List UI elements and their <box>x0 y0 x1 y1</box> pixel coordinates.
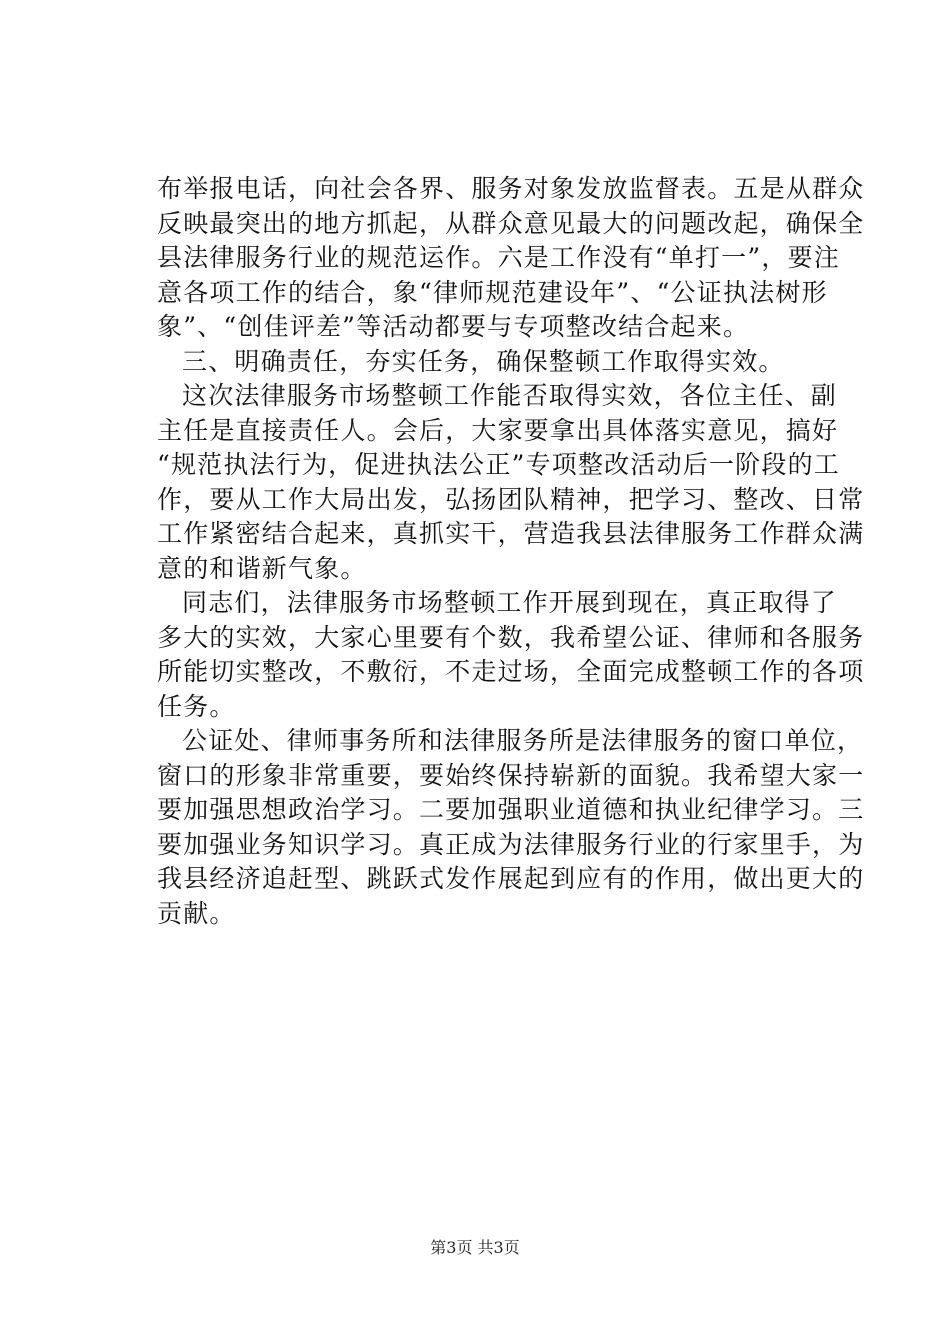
text-line: 我县经济追赶型、跳跃式发作展起到应有的作用，做出更大的 <box>157 864 865 893</box>
text-line: 象”、“创佳评差”等活动都要与专项整改结合起来。 <box>157 312 750 341</box>
text-line: 主任是直接责任人。会后，大家要拿出具体落实意见，搞好 <box>157 415 839 445</box>
text-line: 布举报电话，向社会各界、服务对象发放监督表。五是从群众 <box>157 174 865 203</box>
text-line: 要加强业务知识学习。真正成为法律服务行业的行家里手，为 <box>157 829 865 859</box>
text-line: 贡献。 <box>157 898 236 928</box>
text-line: 多大的实效，大家心里要有个数，我希望公证、律师和各服务 <box>157 622 865 652</box>
text-line: 意各项工作的结合，象“律师规范建设年”、“公证执法树形 <box>157 277 828 307</box>
text-line: 工作紧密结合起来，真抓实干，营造我县法律服务工作群众满 <box>157 519 865 548</box>
section-heading: 三、明确责任，夯实任务，确保整顿工作取得实效。 <box>182 346 785 376</box>
text-line: 同志们，法律服务市场整顿工作开展到现在，真正取得了 <box>182 588 838 617</box>
text-line: 意的和谐新气象。 <box>157 553 367 583</box>
text-line: 县法律服务行业的规范运作。六是工作没有“单打一”，要注 <box>157 243 840 272</box>
page-number-footer: 第3页 共3页 <box>430 1238 520 1257</box>
text-line: 这次法律服务市场整顿工作能否取得实效，各位主任、副 <box>182 381 838 410</box>
text-line: 窗口的形象非常重要，要始终保持崭新的面貌。我希望大家一 <box>157 760 865 790</box>
document-body <box>157 172 865 931</box>
text-line: 要加强思想政治学习。二要加强职业道德和执业纪律学习。三 <box>157 795 865 824</box>
text-line: 反映最突出的地方抓起，从群众意见最大的问题改起，确保全 <box>157 208 865 238</box>
text-line: 任务。 <box>157 691 236 721</box>
text-line: 公证处、律师事务所和法律服务所是法律服务的窗口单位， <box>182 726 864 755</box>
text-line: 所能切实整改，不敷衍，不走过场，全面完成整顿工作的各项 <box>157 657 865 686</box>
text-line: “规范执法行为，促进执法公正”专项整改活动后一阶段的工 <box>157 450 840 479</box>
text-line: 作，要从工作大局出发，弘扬团队精神，把学习、整改、日常 <box>157 484 865 514</box>
